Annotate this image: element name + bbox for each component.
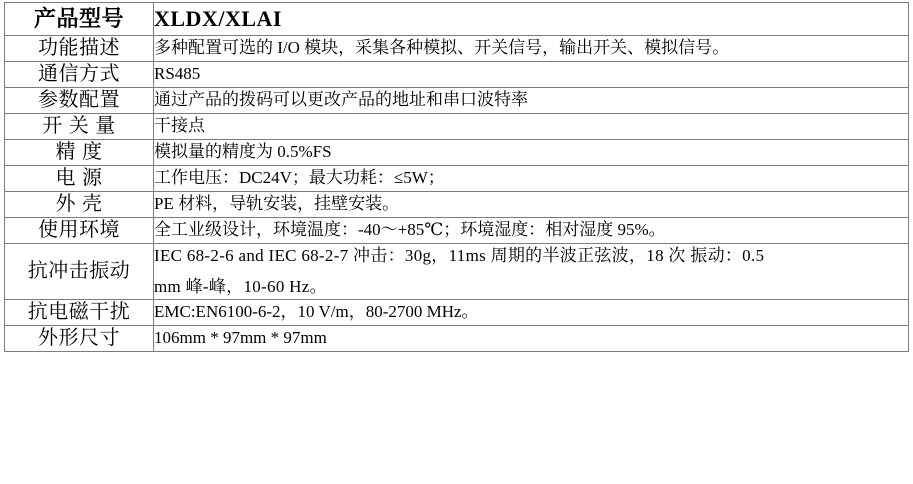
table-row [5, 113, 909, 139]
spec-value-line: IEC 68-2-6 and IEC 68-2-7 冲击：30g，11ms 周期的半波正弦波，18 次 振动：0.5 [154, 245, 765, 265]
table-row [5, 300, 909, 326]
spec-value-cell: 干接点 [154, 113, 909, 139]
spec-label-cell: 电 源 [5, 165, 154, 191]
spec-label-cell: 使用环境 [5, 217, 154, 243]
spec-value-cell: 模拟量的精度为 0.5%FS [154, 139, 909, 165]
spec-label-cell: 抗冲击振动 [5, 243, 154, 299]
table-row [5, 61, 909, 87]
spec-label-cell: 外形尺寸 [5, 326, 154, 352]
spec-value-cell: 工作电压：DC24V；最大功耗：≤5W； [154, 165, 909, 191]
table-row [5, 243, 909, 299]
spec-label-cell: 精 度 [5, 139, 154, 165]
table-row [5, 87, 909, 113]
spec-label-cell: 产品型号 [5, 3, 154, 36]
table-row [5, 326, 909, 352]
spec-value-cell: 多种配置可选的 I/O 模块，采集各种模拟、开关信号，输出开关、模拟信号。 [154, 35, 909, 61]
table-row [5, 165, 909, 191]
spec-value-cell: PE 材料，导轨安装，挂壁安装。 [154, 191, 909, 217]
spec-value-cell: 106mm * 97mm * 97mm [154, 326, 909, 352]
spec-label-cell: 外 壳 [5, 191, 154, 217]
spec-label-cell: 功能描述 [5, 35, 154, 61]
spec-value-cell [154, 243, 909, 299]
spec-value-line: mm 峰-峰，10-60 Hz。 [154, 276, 327, 296]
product-specification-table [4, 2, 909, 352]
spec-label-cell: 参数配置 [5, 87, 154, 113]
spec-label-cell: 通信方式 [5, 61, 154, 87]
table-row [5, 139, 909, 165]
spec-value-cell: 通过产品的拨码可以更改产品的地址和串口波特率 [154, 87, 909, 113]
spec-value-cell: 全工业级设计，环境温度：-40～+85℃；环境湿度：相对湿度 95%。 [154, 217, 909, 243]
spec-label-cell: 开 关 量 [5, 113, 154, 139]
spec-value-cell: XLDX/XLAI [154, 3, 909, 36]
table-row [5, 3, 909, 36]
table-row [5, 217, 909, 243]
spec-value-cell: EMC:EN6100-6-2，10 V/m，80-2700 MHz。 [154, 300, 909, 326]
spec-table-body [5, 3, 909, 352]
table-row [5, 191, 909, 217]
spec-value-cell: RS485 [154, 61, 909, 87]
spec-label-cell: 抗电磁干扰 [5, 300, 154, 326]
table-row [5, 35, 909, 61]
